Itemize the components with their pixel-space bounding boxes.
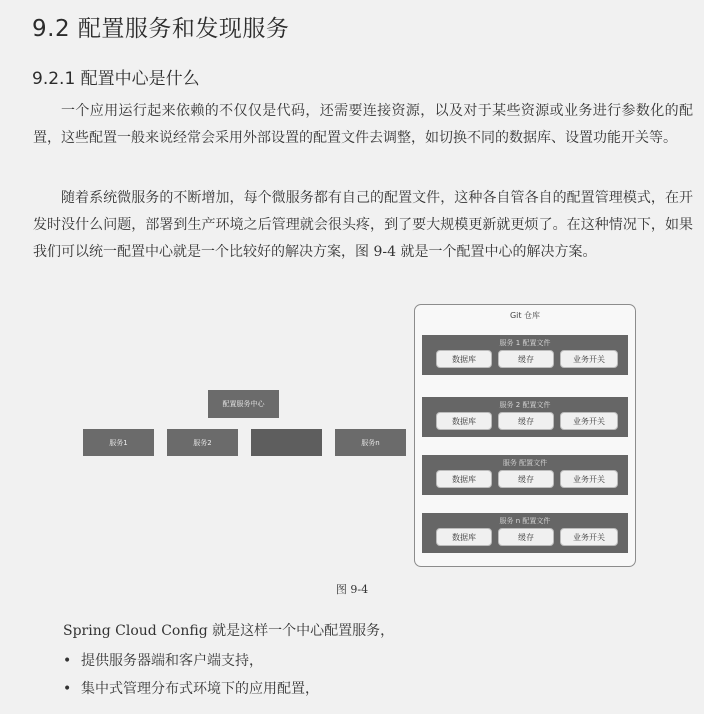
repo-title: 服务 1 配置文件 (499, 339, 551, 347)
bullet-dot-icon: • (63, 681, 72, 697)
chip-cache: 缓存 (498, 350, 554, 368)
config-center-box: 配置服务中心 (208, 390, 279, 418)
repo-config-2 (422, 397, 628, 437)
section-heading: 9.2 配置服务和发现服务 (32, 16, 290, 42)
chip-database: 数据库 (436, 470, 492, 488)
repo-config-1 (422, 335, 628, 375)
bullet-text: 集中式管理分布式环境下的应用配置， (81, 681, 319, 697)
repo-config-3 (422, 455, 628, 495)
service-box-1: 服务1 (83, 429, 154, 456)
chip-database: 数据库 (436, 350, 492, 368)
bullet-text: 提供服务器端和客户端支持， (81, 653, 263, 669)
repo-title: 服务 配置文件 (502, 459, 548, 467)
chip-business-switch: 业务开关 (560, 470, 618, 488)
bullet-item (63, 678, 319, 698)
chip-business-switch: 业务开关 (560, 350, 618, 368)
paragraph-1: 一个应用运行起来依赖的不仅仅是代码，还需要连接资源，以及对于某些资源或业务进行参数化的配置，这些配置一般来说经常会采用外部设置的配置文件去调整，如切换不同的数据库、设置功能开关等。 (33, 103, 693, 146)
service-box-n: 服务n (335, 429, 406, 456)
spring-cloud-config-line: Spring Cloud Config 就是这样一个中心配置服务， (63, 623, 395, 639)
paragraph-2: 随着系统微服务的不断增加，每个微服务都有自己的配置文件，这种各自管各自的配置管理模式，在开发时没什么问题，部署到生产环境之后管理就会很头疼，到了要大规模更新就更烦了。在这种情况下，如果我们可以统一配置中心就是一个比较好的解决方案，图 9-4 就是一个配置中心的解决方案。 (33, 190, 693, 260)
service-box-3 (251, 429, 322, 456)
bullet-item (63, 650, 263, 670)
chip-cache: 缓存 (498, 470, 554, 488)
repo-title: 服务 2 配置文件 (499, 401, 551, 409)
chip-cache: 缓存 (498, 528, 554, 546)
chip-business-switch: 业务开关 (560, 528, 618, 546)
repo-title: 服务 n 配置文件 (499, 517, 551, 525)
chip-business-switch: 业务开关 (560, 412, 618, 430)
git-repository-title: Git 仓库 (509, 311, 541, 320)
subsection-heading: 9.2.1 配置中心是什么 (32, 69, 200, 89)
git-repository (414, 304, 636, 567)
chip-cache: 缓存 (498, 412, 554, 430)
bullet-dot-icon: • (63, 653, 72, 669)
chip-database: 数据库 (436, 412, 492, 430)
chip-database: 数据库 (436, 528, 492, 546)
figure-caption: 图 9-4 (335, 583, 369, 596)
repo-config-n (422, 513, 628, 553)
service-box-2: 服务2 (167, 429, 238, 456)
